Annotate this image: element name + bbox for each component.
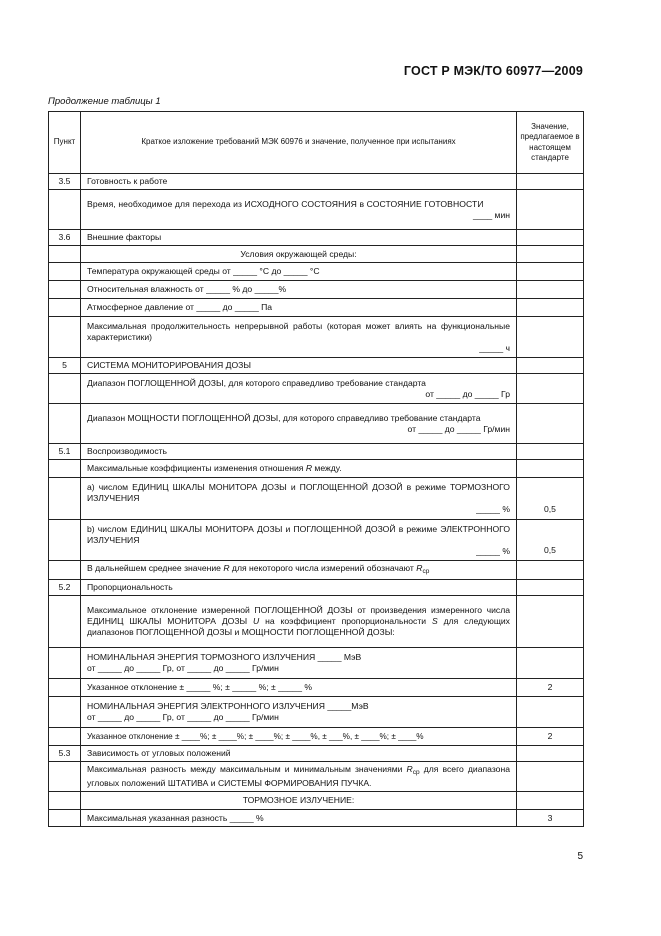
row-text <box>81 404 517 444</box>
row-text-part: Максимальная разность между максимальным и минимальным значениями <box>87 764 407 774</box>
row-text <box>81 190 517 230</box>
table-row <box>49 460 584 478</box>
row-text-main: НОМИНАЛЬНАЯ ЭНЕРГИЯ ТОРМОЗНОГО ИЗЛУЧЕНИЯ _____ МэВ <box>87 652 362 662</box>
row-text-field: _____ ч <box>479 342 510 353</box>
table-row <box>49 281 584 299</box>
row-punkt: 5.1 <box>49 444 81 460</box>
table-row <box>49 792 584 810</box>
row-value <box>517 190 584 230</box>
table-row <box>49 762 584 792</box>
row-text <box>81 762 517 792</box>
row-text-variable: R <box>406 764 413 774</box>
table-row <box>49 746 584 762</box>
row-text-field: от _____ до _____ Гр <box>425 388 510 399</box>
row-text-part: Максимальные коэффициенты изменения отношения <box>87 463 306 473</box>
row-text-part: на коэффициент пропорциональности <box>259 616 432 626</box>
row-text: СИСТЕМА МОНИТОРИРОВАНИЯ ДОЗЫ <box>81 358 517 374</box>
row-text <box>81 374 517 404</box>
row-value <box>517 358 584 374</box>
row-text <box>81 460 517 478</box>
row-value <box>517 746 584 762</box>
row-text <box>81 478 517 520</box>
row-value <box>517 230 584 246</box>
row-text: ТОРМОЗНОЕ ИЗЛУЧЕНИЕ: <box>81 792 517 810</box>
row-value <box>517 174 584 190</box>
row-text-variable: R <box>305 463 313 473</box>
table-row <box>49 520 584 561</box>
row-punkt <box>49 404 81 444</box>
row-punkt <box>49 596 81 648</box>
row-value <box>517 762 584 792</box>
row-text: Температура окружающей среды от _____ °С до _____ °С <box>81 263 517 281</box>
row-text-main: Диапазон ПОГЛОЩЕННОЙ ДОЗЫ, для которого справедливо требование стандарта <box>87 377 426 388</box>
row-punkt <box>49 190 81 230</box>
row-text-subscript: ср <box>412 769 420 776</box>
row-text-main: НОМИНАЛЬНАЯ ЭНЕРГИЯ ЭЛЕКТРОННОГО ИЗЛУЧЕНИЯ _____МэВ <box>87 701 369 711</box>
row-value: 3 <box>517 810 584 827</box>
row-text <box>81 520 517 561</box>
row-punkt <box>49 520 81 561</box>
row-punkt <box>49 810 81 827</box>
table-row <box>49 230 584 246</box>
row-text: Зависимость от угловых положений <box>81 746 517 762</box>
table-row <box>49 174 584 190</box>
header-value: Значение, предлагаемое в настоящем стандарте <box>517 112 584 174</box>
table-row <box>49 810 584 827</box>
row-text-subscript: ср <box>422 568 430 575</box>
page-number: 5 <box>577 851 583 862</box>
row-value <box>517 648 584 679</box>
row-text-field: от _____ до _____ Гр, от _____ до _____ Гр/мин <box>87 663 279 673</box>
row-text: Внешние факторы <box>81 230 517 246</box>
row-punkt <box>49 679 81 697</box>
row-text: Условия окружающей среды: <box>81 246 517 263</box>
row-text-field: от _____ до _____ Гр, от _____ до _____ Гр/мин <box>87 712 279 722</box>
row-text: Готовность к работе <box>81 174 517 190</box>
row-punkt <box>49 728 81 746</box>
row-text-main: Максимальная продолжительность непрерывной работы (которая может влиять на функциональные характеристики) <box>87 320 510 342</box>
row-text-field: ____ мин <box>473 209 510 220</box>
row-text-variable: S <box>431 616 438 626</box>
row-value <box>517 561 584 580</box>
table-row <box>49 580 584 596</box>
requirements-table <box>48 111 584 827</box>
row-text <box>81 697 517 728</box>
row-punkt: 5.3 <box>49 746 81 762</box>
row-punkt <box>49 317 81 358</box>
row-punkt <box>49 697 81 728</box>
row-text-field: _____ % <box>476 545 510 556</box>
row-value <box>517 299 584 317</box>
row-text: Максимальная указанная разность _____ % <box>81 810 517 827</box>
row-value <box>517 580 584 596</box>
table-row <box>49 697 584 728</box>
row-text: Атмосферное давление от _____ до _____ Па <box>81 299 517 317</box>
row-text <box>81 596 517 648</box>
row-punkt <box>49 281 81 299</box>
row-text-main: a) числом ЕДИНИЦ ШКАЛЫ МОНИТОРА ДОЗЫ и ПОГЛОЩЕННОЙ ДОЗОЙ в режиме ТОРМОЗНОГО ИЗЛУЧЕНИЯ <box>87 482 510 503</box>
row-text-variable: R <box>416 563 423 573</box>
row-text: Пропорциональность <box>81 580 517 596</box>
row-punkt <box>49 792 81 810</box>
row-punkt <box>49 561 81 580</box>
row-text-part: между. <box>312 463 342 473</box>
table-row <box>49 728 584 746</box>
table-row <box>49 679 584 697</box>
row-text-part: Максимальное отклонение измеренной ПОГЛОЩЕННОЙ ДОЗЫ от произведения измеренного числа ЕДИНИЦ ШКАЛЫ МОНИТОРА ДОЗЫ <box>87 605 510 626</box>
row-punkt: 5 <box>49 358 81 374</box>
header-summary: Краткое изложение требований МЭК 60976 и значение, полученное при испытаниях <box>81 112 517 174</box>
table-header-row <box>49 112 584 174</box>
table-continuation-label: Продолжение таблицы 1 <box>48 96 161 107</box>
row-value <box>517 374 584 404</box>
row-punkt <box>49 762 81 792</box>
table-row <box>49 648 584 679</box>
row-text-part: для следующих диапазонов ПОГЛОЩЕННОЙ ДОЗЫ и МОЩНОСТИ ПОГЛОЩЕННОЙ ДОЗЫ: <box>87 616 510 637</box>
table-row <box>49 478 584 520</box>
row-text-part: В дальнейшем среднее значение <box>87 563 224 573</box>
row-text-main: Диапазон МОЩНОСТИ ПОГЛОЩЕННОЙ ДОЗЫ, для которого справедливо требование стандарта <box>87 412 481 423</box>
row-text: Относительная влажность от _____ % до _____% <box>81 281 517 299</box>
row-punkt <box>49 460 81 478</box>
row-punkt <box>49 246 81 263</box>
row-value <box>517 596 584 648</box>
row-value <box>517 281 584 299</box>
table-row <box>49 246 584 263</box>
table-row <box>49 596 584 648</box>
row-value <box>517 317 584 358</box>
row-text: Указанное отклонение ± ____%; ± ____%; ± ____%; ± ____%, ± ___%, ± ____%; ± ____% <box>81 728 517 746</box>
table-row <box>49 299 584 317</box>
row-value <box>517 792 584 810</box>
row-punkt <box>49 374 81 404</box>
row-punkt <box>49 263 81 281</box>
table-row <box>49 317 584 358</box>
document-header: ГОСТ Р МЭК/ТО 60977—2009 <box>403 64 583 78</box>
row-punkt: 3.6 <box>49 230 81 246</box>
row-value <box>517 697 584 728</box>
row-text-part: для некоторого числа измерений обозначают <box>229 563 417 573</box>
row-value <box>517 444 584 460</box>
row-value <box>517 263 584 281</box>
row-text <box>81 648 517 679</box>
row-text: Указанное отклонение ± _____ %; ± _____ %; ± _____ % <box>81 679 517 697</box>
table-row <box>49 561 584 580</box>
header-punkt: Пункт <box>49 112 81 174</box>
table-row <box>49 404 584 444</box>
row-value: 2 <box>517 679 584 697</box>
row-punkt: 5.2 <box>49 580 81 596</box>
row-text <box>81 317 517 358</box>
row-text: Воспроизводимость <box>81 444 517 460</box>
table-row <box>49 263 584 281</box>
row-text-part: для всего диапазона угловых положений ШТАТИВА и СИСТЕМЫ ФОРМИРОВАНИЯ ПУЧКА. <box>87 764 510 788</box>
row-text-main: b) числом ЕДИНИЦ ШКАЛЫ МОНИТОРА ДОЗЫ и ПОГЛОЩЕННОЙ ДОЗОЙ в режиме ЭЛЕКТРОННОГО ИЗЛУЧЕНИЯ <box>87 523 510 545</box>
table-row <box>49 444 584 460</box>
row-value: 0,5 <box>517 520 584 561</box>
row-value <box>517 246 584 263</box>
row-value <box>517 460 584 478</box>
row-text <box>81 561 517 580</box>
row-text-field: от _____ до _____ Гр/мин <box>407 423 510 434</box>
row-text-main: Время, необходимое для перехода из ИСХОДНОГО СОСТОЯНИЯ в СОСТОЯНИЕ ГОТОВНОСТИ <box>87 198 484 209</box>
table-row <box>49 358 584 374</box>
row-punkt <box>49 648 81 679</box>
row-punkt: 3.5 <box>49 174 81 190</box>
row-punkt <box>49 299 81 317</box>
row-value: 0,5 <box>517 478 584 520</box>
row-text-variable: U <box>253 616 260 626</box>
row-text-variable: R <box>223 563 230 573</box>
table-row <box>49 374 584 404</box>
row-value <box>517 404 584 444</box>
table-row <box>49 190 584 230</box>
row-text-field: _____ % <box>476 504 510 514</box>
row-punkt <box>49 478 81 520</box>
row-value: 2 <box>517 728 584 746</box>
